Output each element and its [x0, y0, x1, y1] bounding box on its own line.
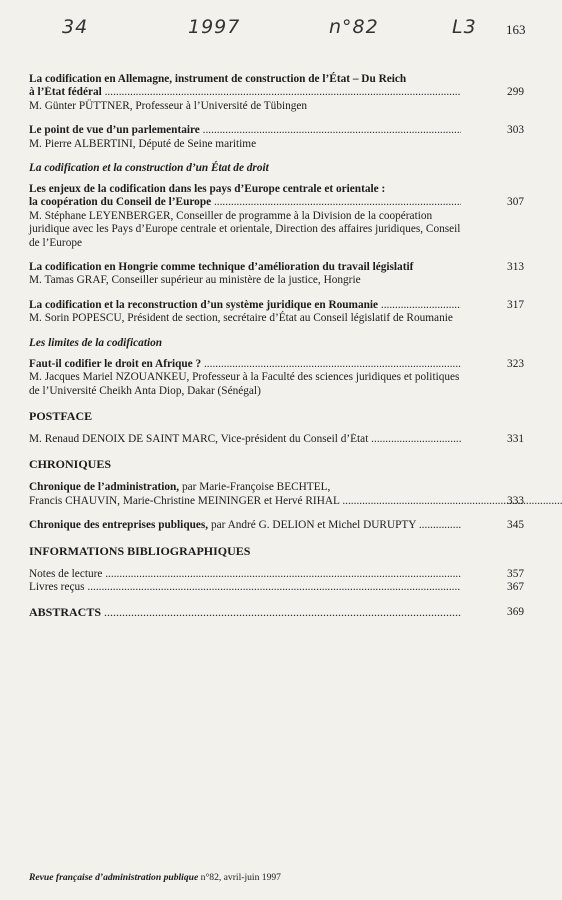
handwritten-note: 34	[62, 16, 89, 38]
row-label: Notes de lecture .....	[29, 568, 461, 581]
entry-author: M. Renaud DENOIX DE SAINT MARC, Vice-président du Conseil d’État .....	[29, 433, 461, 446]
section-heading: CHRONIQUES	[29, 457, 112, 472]
entry-title: Faut-il codifier le droit en Afrique ? .....	[29, 358, 461, 371]
entry-author: par Marie-Françoise BECHTEL,	[179, 481, 331, 494]
toc-entry	[29, 519, 524, 532]
toc-entry	[29, 606, 524, 619]
section-heading: Les limites de la codification	[29, 336, 163, 349]
entry-title: La codification et la reconstruction d’un système juridique en Roumanie .....	[29, 299, 461, 312]
toc-entry	[29, 261, 524, 288]
entry-page-number: 307	[507, 196, 524, 209]
row-page-number: 357	[507, 567, 524, 580]
row-page-number: 367	[507, 580, 524, 593]
entry-author: M. Sorin POPESCU, Président de section, secrétaire d’État au Conseil législatif de Roumanie	[29, 312, 453, 325]
entry-title: La codification en Allemagne, instrument de construction de l’État – Du Reich	[29, 73, 407, 85]
entry-title: Chronique de l’administration,	[29, 481, 180, 494]
entry-author: M. Günter PÜTTNER, Professeur à l’Université de Tübingen	[29, 99, 308, 112]
entry-page-number: 317	[507, 298, 524, 311]
toc-entry	[29, 73, 524, 113]
issue-info: n°82, avril-juin 1997	[198, 872, 281, 883]
entry-page-number: 323	[507, 357, 524, 370]
entry-title: La codification en Hongrie comme technique d’amélioration du travail législatif	[29, 261, 414, 274]
entry-page-number: 299	[507, 86, 524, 99]
section-heading: ABSTRACTS .....	[29, 606, 461, 619]
entry-page-number: 303	[507, 124, 524, 137]
entry-author: M. Stéphane LEYENBERGER, Conseiller de programme à la Division de la coopération juridique avec les Pays d’Europe centrale et orientale, Direction des affaires juridiques, Conseil de l’Europe	[29, 209, 461, 249]
toc-entry	[29, 433, 524, 446]
toc-row	[29, 581, 524, 594]
page-number: 163	[506, 22, 526, 37]
entry-title: Le point de vue d’un parlementaire .....	[29, 124, 461, 137]
section-heading: INFORMATIONS BIBLIOGRAPHIQUES	[29, 543, 251, 558]
entry-page-number: 313	[507, 261, 524, 274]
entry-page-number: 369	[507, 606, 524, 619]
entry-title: Chronique des entreprises publiques,	[29, 519, 209, 532]
handwritten-note: L3	[452, 16, 477, 38]
entry-author: M. Jacques Mariel NZOUANKEU, Professeur à la Faculté des sciences juridiques et politiques de l’Université Cheikh Anta Diop, Dakar (Sénégal)	[29, 371, 460, 397]
entry-author: par André G. DELION et Michel DURUPTY	[208, 519, 417, 532]
entry-page-number: 345	[507, 519, 524, 532]
entry-line	[29, 481, 461, 494]
handwritten-note: n°82	[329, 16, 379, 38]
entry-title-continued: à l’État fédéral .....	[29, 86, 461, 99]
journal-name: Revue française d’administration publique	[29, 872, 199, 883]
section-heading: La codification et la construction d’un État de droit	[29, 162, 269, 175]
toc-entry	[29, 358, 524, 398]
table-of-contents	[29, 73, 524, 631]
page-footer	[29, 872, 281, 883]
handwritten-note: 1997	[188, 16, 241, 38]
entry-line	[29, 519, 461, 532]
toc-entry	[29, 183, 524, 250]
toc-entry-group	[29, 568, 524, 595]
toc-row	[29, 568, 524, 581]
entry-page-number: 331	[507, 432, 524, 445]
toc-entry	[29, 481, 524, 508]
row-label: Livres reçus .....	[29, 581, 461, 594]
entry-author: M. Tamas GRAF, Conseiller supérieur au ministère de la justice, Hongrie	[29, 274, 361, 287]
entry-author: Francis CHAUVIN, Marie-Christine MEININGER et Hervé RIHAL .....	[29, 495, 562, 507]
toc-entry	[29, 299, 524, 326]
toc-entry	[29, 124, 524, 151]
entry-page-number: 333	[507, 494, 524, 507]
entry-title-continued: la coopération du Conseil de l’Europe .....	[29, 196, 461, 209]
section-heading: POSTFACE	[29, 408, 93, 423]
entry-title: Les enjeux de la codification dans les pays d’Europe centrale et orientale :	[29, 183, 386, 196]
entry-author: M. Pierre ALBERTINI, Député de Seine maritime	[29, 137, 257, 150]
